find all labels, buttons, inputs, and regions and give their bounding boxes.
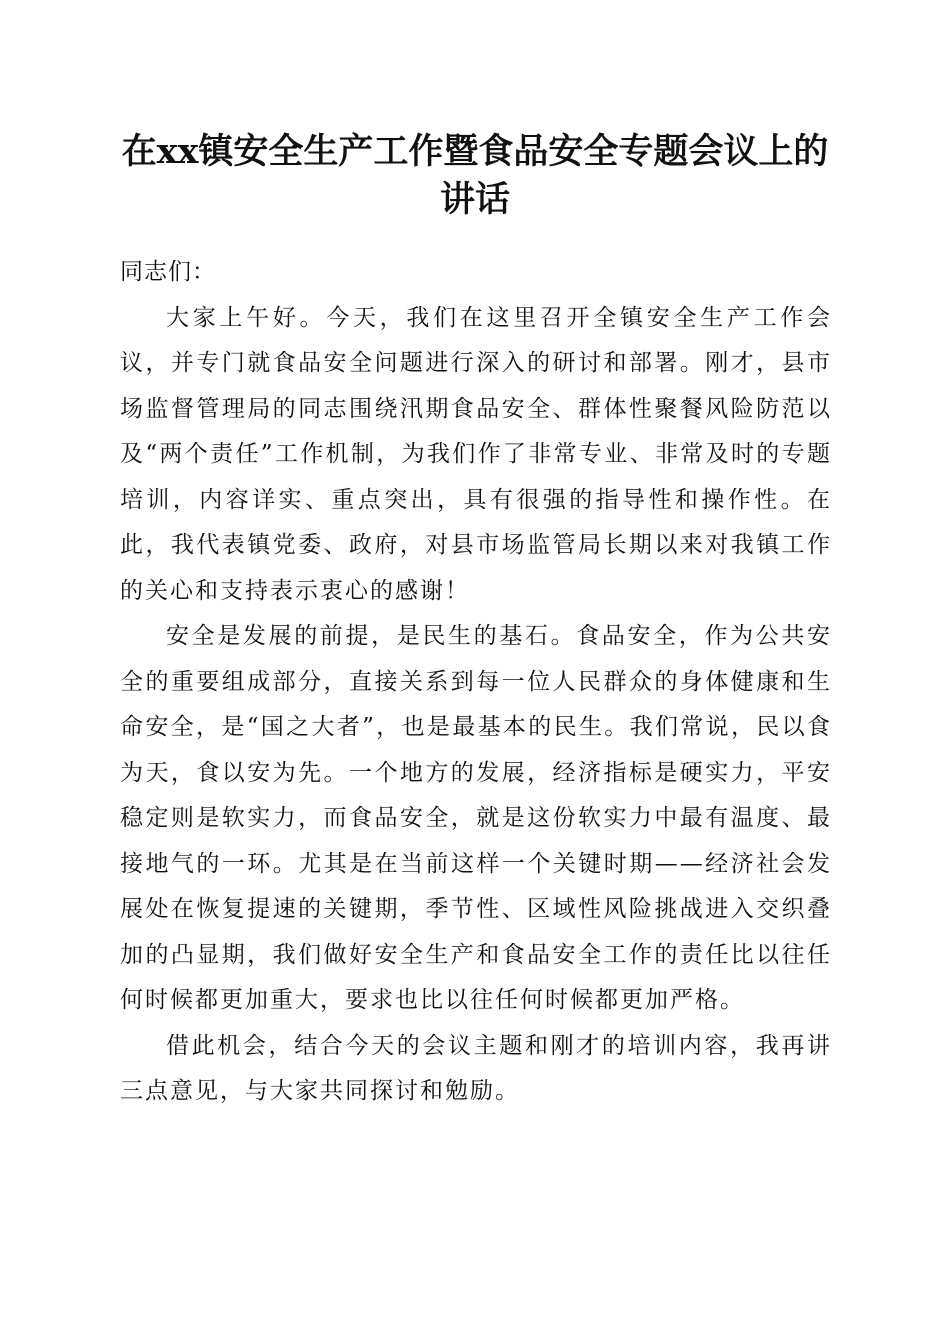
paragraph-transition: 借此机会，结合今天的会议主题和刚才的培训内容，我再讲三点意见，与大家共同探讨和勉励。	[120, 1032, 832, 1104]
document-title: 在xx镇安全生产工作暨食品安全专题会议上的讲话	[121, 131, 829, 220]
salutation: 同志们：	[120, 259, 216, 285]
paragraph-importance: 安全是发展的前提，是民生的基石。食品安全，作为公共安全的重要组成部分，直接关系到每一位人民群众的身体健康和生命安全，是“国之大者”，也是最基本的民生。我们常说，民以食为天，食以安为先。一个地方的发展，经济指标是硬实力，平安稳定则是软实力，而食品安全，就是这份软实力中最有温度、最接地气的一环。尤其是在当前这样一个关键时期——经济社会发展处在恢复提速的关键期，季节性、区域性风险挑战进入交织叠加的凸显期，我们做好安全生产和食品安全工作的责任比以往任何时候都更加重大，要求也比以往任何时候都更加严格。	[120, 623, 832, 1013]
speech-body	[120, 250, 832, 1115]
paragraph-opening: 大家上午好。今天，我们在这里召开全镇安全生产工作会议，并专门就食品安全问题进行深入的研讨和部署。刚才，县市场监督管理局的同志围绕汛期食品安全、群体性聚餐风险防范以及“两个责任”工作机制，为我们作了非常专业、非常及时的专题培训，内容详实、重点突出，具有很强的指导性和操作性。在此，我代表镇党委、政府，对县市场监管局长期以来对我镇工作的关心和支持表示衷心的感谢！	[120, 304, 832, 604]
